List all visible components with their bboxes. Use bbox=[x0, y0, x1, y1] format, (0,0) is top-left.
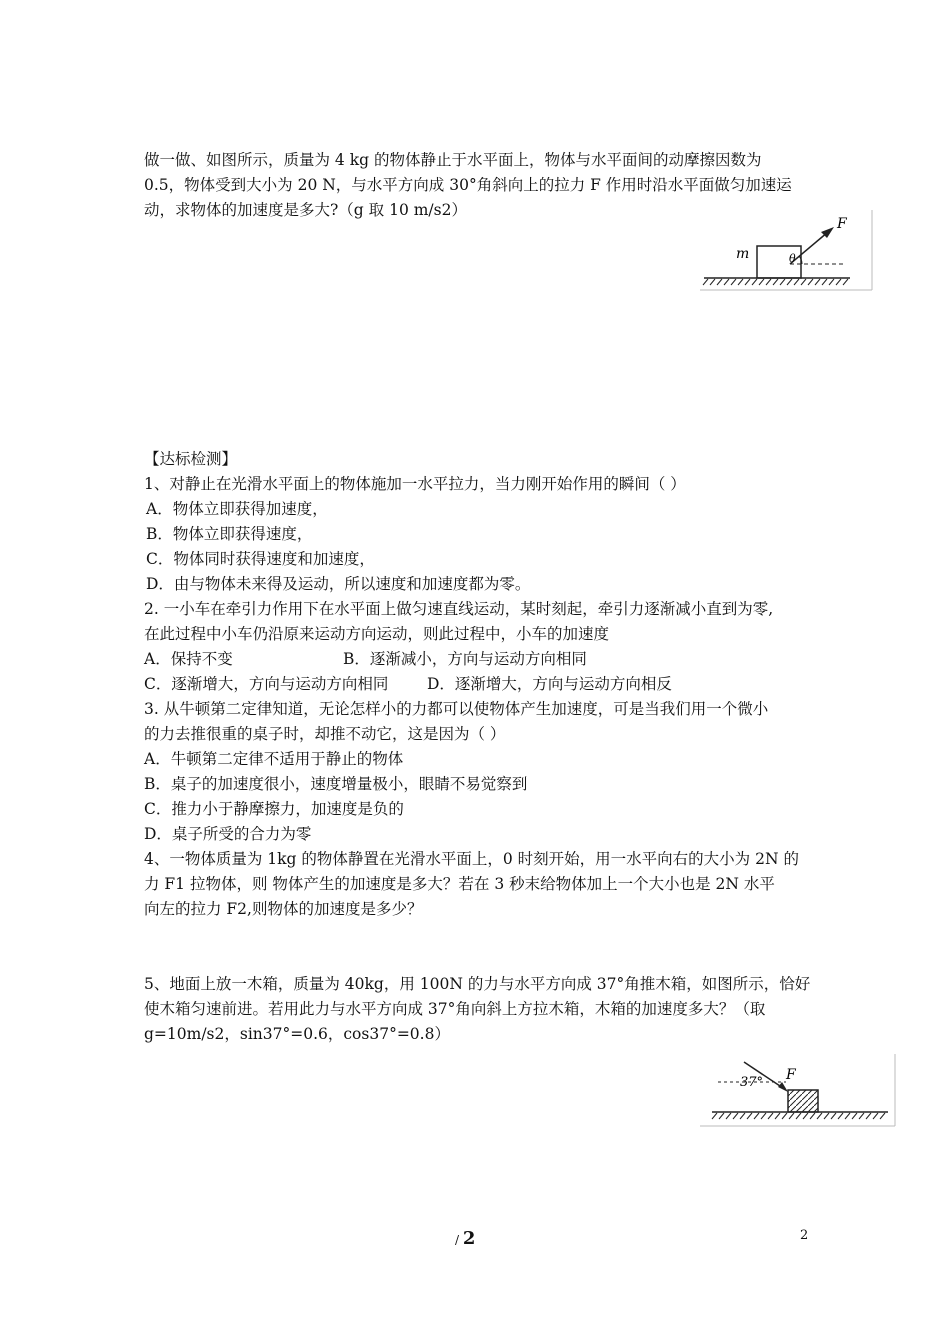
force-label-2: F bbox=[786, 1067, 796, 1083]
ground-hatch-2 bbox=[712, 1112, 888, 1119]
inclined-force-figure bbox=[700, 208, 875, 292]
ground-hatch bbox=[703, 278, 850, 285]
page-total: 2 bbox=[462, 1228, 476, 1249]
q3-option-c: C．推力小于静摩擦力，加速度是负的 bbox=[144, 800, 404, 818]
q1-option-b: B．物体立即获得速度， bbox=[146, 525, 313, 543]
q3-stem-line-2: 的力去推很重的桌子时，却推不动它，这是因为（ ） bbox=[144, 725, 506, 743]
page-number: 2 bbox=[800, 1228, 809, 1243]
q2-option-d: D．逐渐增大，方向与运动方向相反 bbox=[427, 675, 672, 693]
q3-option-a: A．牛顿第二定律不适用于静止的物体 bbox=[144, 750, 404, 768]
crate bbox=[788, 1090, 818, 1112]
push-force-figure bbox=[700, 1052, 898, 1128]
angle-label: θ bbox=[789, 252, 796, 265]
mass-label: m bbox=[736, 246, 750, 262]
q3-option-d: D．桌子所受的合力为零 bbox=[144, 825, 312, 843]
section-title: 【达标检测】 bbox=[144, 450, 238, 468]
q1-option-c: C．物体同时获得速度和加速度， bbox=[146, 550, 375, 568]
intro-line-1: 做一做、如图所示，质量为 4 kg 的物体静止于水平面上，物体与水平面间的动摩擦因数为 bbox=[144, 151, 762, 169]
force-label: F bbox=[837, 216, 847, 232]
intro-line-2: 0.5，物体受到大小为 20 N，与水平方向成 30°角斜向上的拉力 F 作用时沿水平面做匀加速运 bbox=[144, 176, 792, 194]
q2-stem-line-1: 2. 一小车在牵引力作用下在水平面上做匀速直线运动，某时刻起，牵引力逐渐减小直到为零, bbox=[144, 600, 774, 618]
q5-line-1: 5、地面上放一木箱，质量为 40kg，用 100N 的力与水平方向成 37°角推木箱，如图所示，恰好 bbox=[144, 975, 811, 993]
q5-line-3: g=10m/s2，sin37°=0.6，cos37°=0.8） bbox=[144, 1025, 450, 1043]
q2-option-c: C．逐渐增大，方向与运动方向相同 bbox=[144, 675, 389, 693]
q1-stem: 1、对静止在光滑水平面上的物体施加一水平拉力，当力刚开始作用的瞬间（ ） bbox=[144, 475, 686, 493]
page-separator: / bbox=[455, 1233, 460, 1247]
q4-line-2: 力 F1 拉物体，则 物体产生的加速度是多大？若在 3 秒末给物体加上一个大小也是 2N 水平 bbox=[144, 875, 775, 893]
q5-line-2: 使木箱匀速前进。若用此力与水平方向成 37°角向斜上方拉木箱，木箱的加速度多大？（取 bbox=[144, 1000, 766, 1018]
q3-option-b: B．桌子的加速度很小，速度增量极小，眼睛不易觉察到 bbox=[144, 775, 528, 793]
page-count bbox=[455, 1228, 475, 1249]
q1-option-a: A．物体立即获得加速度， bbox=[146, 500, 328, 518]
q2-option-a: A．保持不变 bbox=[144, 650, 233, 668]
q4-line-3: 向左的拉力 F2,则物体的加速度是多少？ bbox=[144, 900, 423, 918]
q1-option-d: D．由与物体未来得及运动，所以速度和加速度都为零。 bbox=[146, 575, 531, 593]
arrowhead-icon-2 bbox=[778, 1082, 788, 1092]
q2-option-b: B．逐渐减小，方向与运动方向相同 bbox=[343, 650, 587, 668]
angle-label-2: 37° bbox=[740, 1075, 764, 1090]
intro-line-3: 动，求物体的加速度是多大?（g 取 10 m/s2） bbox=[144, 201, 467, 219]
q2-stem-line-2: 在此过程中小车仍沿原来运动方向运动，则此过程中，小车的加速度 bbox=[144, 625, 610, 643]
q3-stem-line-1: 3. 从牛顿第二定律知道，无论怎样小的力都可以使物体产生加速度，可是当我们用一个微小 bbox=[144, 700, 769, 718]
force-arrow bbox=[790, 232, 828, 264]
q4-line-1: 4、一物体质量为 1kg 的物体静置在光滑水平面上，0 时刻开始，用一水平向右的大小为 2N 的 bbox=[144, 850, 799, 868]
